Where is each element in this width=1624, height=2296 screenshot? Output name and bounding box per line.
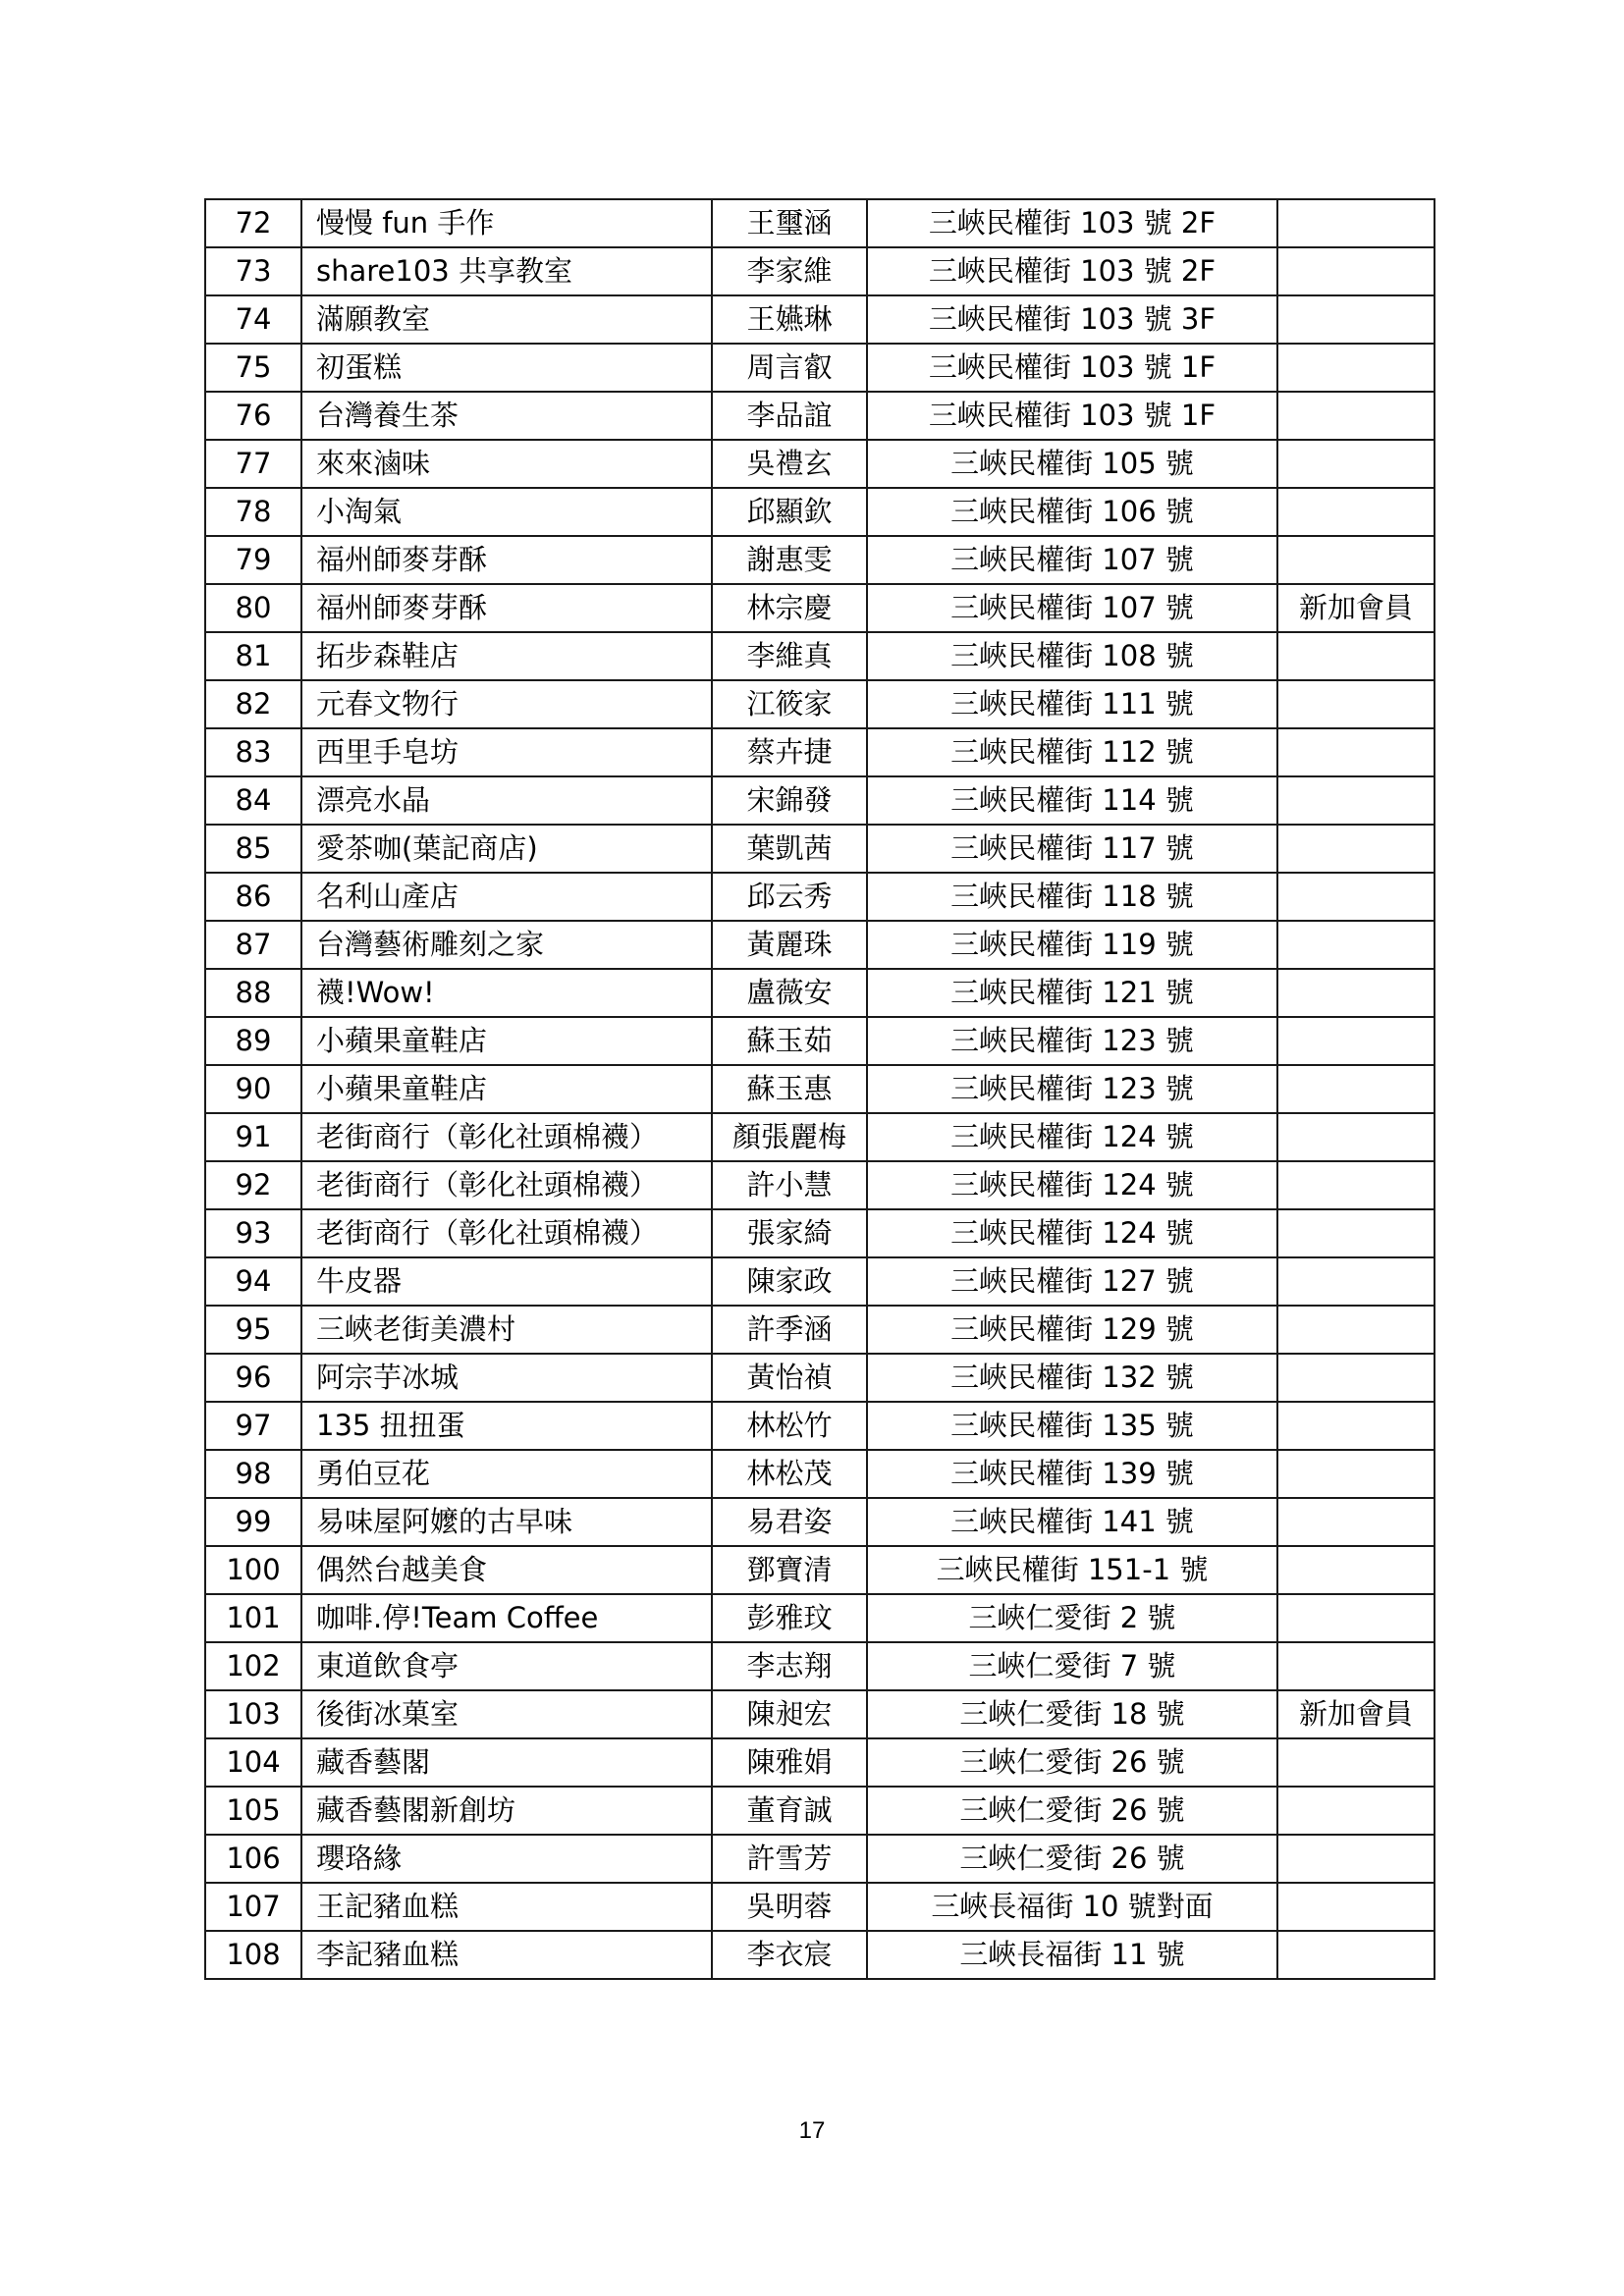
cell-owner: 張家綺 bbox=[712, 1209, 867, 1257]
members-table bbox=[204, 198, 1435, 1980]
cell-owner: 許小慧 bbox=[712, 1161, 867, 1209]
cell-note bbox=[1277, 1209, 1435, 1257]
cell-number: 84 bbox=[205, 776, 301, 825]
cell-note bbox=[1277, 344, 1435, 392]
cell-owner: 陳雅娟 bbox=[712, 1738, 867, 1787]
cell-note bbox=[1277, 536, 1435, 584]
cell-number: 83 bbox=[205, 728, 301, 776]
cell-number: 88 bbox=[205, 969, 301, 1017]
table-row bbox=[205, 921, 1435, 969]
cell-owner: 黃怡禎 bbox=[712, 1354, 867, 1402]
table-row bbox=[205, 295, 1435, 344]
cell-address: 三峽民權街 117 號 bbox=[867, 825, 1277, 873]
table-row bbox=[205, 1209, 1435, 1257]
cell-address: 三峽長福街 10 號對面 bbox=[867, 1883, 1277, 1931]
cell-number: 80 bbox=[205, 584, 301, 632]
cell-shop-name: 元春文物行 bbox=[301, 680, 712, 728]
table-row bbox=[205, 825, 1435, 873]
table-row bbox=[205, 1017, 1435, 1065]
cell-address: 三峽仁愛街 26 號 bbox=[867, 1738, 1277, 1787]
cell-shop-name: 台灣藝術雕刻之家 bbox=[301, 921, 712, 969]
cell-shop-name: 來來滷味 bbox=[301, 440, 712, 488]
cell-address: 三峽民權街 103 號 3F bbox=[867, 295, 1277, 344]
cell-number: 79 bbox=[205, 536, 301, 584]
cell-note bbox=[1277, 921, 1435, 969]
cell-note bbox=[1277, 1017, 1435, 1065]
cell-number: 85 bbox=[205, 825, 301, 873]
cell-number: 108 bbox=[205, 1931, 301, 1979]
cell-number: 90 bbox=[205, 1065, 301, 1113]
cell-shop-name: share103 共享教室 bbox=[301, 247, 712, 295]
cell-shop-name: 福州師麥芽酥 bbox=[301, 536, 712, 584]
cell-note bbox=[1277, 825, 1435, 873]
cell-owner: 蔡卉捷 bbox=[712, 728, 867, 776]
cell-address: 三峽民權街 105 號 bbox=[867, 440, 1277, 488]
cell-note bbox=[1277, 199, 1435, 247]
cell-owner: 江筱家 bbox=[712, 680, 867, 728]
cell-note bbox=[1277, 776, 1435, 825]
cell-note bbox=[1277, 295, 1435, 344]
cell-owner: 葉凱茜 bbox=[712, 825, 867, 873]
table-row bbox=[205, 247, 1435, 295]
cell-note bbox=[1277, 1642, 1435, 1690]
cell-address: 三峽長福街 11 號 bbox=[867, 1931, 1277, 1979]
cell-address: 三峽民權街 132 號 bbox=[867, 1354, 1277, 1402]
cell-address: 三峽民權街 141 號 bbox=[867, 1498, 1277, 1546]
cell-shop-name: 小淘氣 bbox=[301, 488, 712, 536]
cell-address: 三峽民權街 121 號 bbox=[867, 969, 1277, 1017]
cell-note bbox=[1277, 1883, 1435, 1931]
cell-owner: 易君姿 bbox=[712, 1498, 867, 1546]
cell-address: 三峽民權街 108 號 bbox=[867, 632, 1277, 680]
table-row bbox=[205, 536, 1435, 584]
table-row bbox=[205, 1690, 1435, 1738]
cell-note bbox=[1277, 969, 1435, 1017]
cell-number: 103 bbox=[205, 1690, 301, 1738]
table-row bbox=[205, 873, 1435, 921]
cell-address: 三峽民權街 106 號 bbox=[867, 488, 1277, 536]
table-row bbox=[205, 1498, 1435, 1546]
cell-number: 98 bbox=[205, 1450, 301, 1498]
cell-number: 92 bbox=[205, 1161, 301, 1209]
cell-note bbox=[1277, 1161, 1435, 1209]
table-row bbox=[205, 1354, 1435, 1402]
cell-shop-name: 小蘋果童鞋店 bbox=[301, 1065, 712, 1113]
cell-address: 三峽民權街 107 號 bbox=[867, 584, 1277, 632]
cell-number: 74 bbox=[205, 295, 301, 344]
cell-address: 三峽民權街 139 號 bbox=[867, 1450, 1277, 1498]
cell-owner: 董育誠 bbox=[712, 1787, 867, 1835]
table-row bbox=[205, 1450, 1435, 1498]
table-row bbox=[205, 1113, 1435, 1161]
cell-address: 三峽民權街 135 號 bbox=[867, 1402, 1277, 1450]
cell-owner: 吳禮玄 bbox=[712, 440, 867, 488]
cell-number: 77 bbox=[205, 440, 301, 488]
cell-shop-name: 襪!Wow! bbox=[301, 969, 712, 1017]
table-row bbox=[205, 1787, 1435, 1835]
table-row bbox=[205, 969, 1435, 1017]
cell-shop-name: 初蛋糕 bbox=[301, 344, 712, 392]
cell-owner: 彭雅玟 bbox=[712, 1594, 867, 1642]
table-row bbox=[205, 1594, 1435, 1642]
cell-address: 三峽仁愛街 18 號 bbox=[867, 1690, 1277, 1738]
cell-shop-name: 慢慢 fun 手作 bbox=[301, 199, 712, 247]
cell-note bbox=[1277, 1306, 1435, 1354]
cell-number: 72 bbox=[205, 199, 301, 247]
cell-address: 三峽民權街 123 號 bbox=[867, 1017, 1277, 1065]
cell-owner: 李志翔 bbox=[712, 1642, 867, 1690]
cell-shop-name: 咖啡.停!Team Coffee bbox=[301, 1594, 712, 1642]
table-row bbox=[205, 776, 1435, 825]
cell-note bbox=[1277, 1065, 1435, 1113]
cell-note bbox=[1277, 1594, 1435, 1642]
cell-number: 95 bbox=[205, 1306, 301, 1354]
cell-address: 三峽民權街 107 號 bbox=[867, 536, 1277, 584]
cell-note bbox=[1277, 247, 1435, 295]
cell-note bbox=[1277, 1787, 1435, 1835]
cell-address: 三峽民權街 129 號 bbox=[867, 1306, 1277, 1354]
cell-address: 三峽仁愛街 2 號 bbox=[867, 1594, 1277, 1642]
cell-note bbox=[1277, 680, 1435, 728]
cell-number: 89 bbox=[205, 1017, 301, 1065]
cell-address: 三峽民權街 103 號 1F bbox=[867, 344, 1277, 392]
cell-number: 96 bbox=[205, 1354, 301, 1402]
table-row bbox=[205, 1546, 1435, 1594]
cell-shop-name: 福州師麥芽酥 bbox=[301, 584, 712, 632]
cell-shop-name: 偶然台越美食 bbox=[301, 1546, 712, 1594]
cell-note bbox=[1277, 632, 1435, 680]
cell-owner: 吳明蓉 bbox=[712, 1883, 867, 1931]
cell-note: 新加會員 bbox=[1277, 584, 1435, 632]
cell-owner: 盧薇安 bbox=[712, 969, 867, 1017]
cell-note bbox=[1277, 1546, 1435, 1594]
table-row bbox=[205, 632, 1435, 680]
cell-number: 91 bbox=[205, 1113, 301, 1161]
cell-note bbox=[1277, 1450, 1435, 1498]
cell-note bbox=[1277, 440, 1435, 488]
cell-owner: 陳家政 bbox=[712, 1257, 867, 1306]
cell-number: 73 bbox=[205, 247, 301, 295]
cell-number: 78 bbox=[205, 488, 301, 536]
table-row bbox=[205, 728, 1435, 776]
cell-owner: 邱云秀 bbox=[712, 873, 867, 921]
cell-owner: 許雪芳 bbox=[712, 1835, 867, 1883]
cell-note bbox=[1277, 1257, 1435, 1306]
cell-number: 106 bbox=[205, 1835, 301, 1883]
cell-owner: 鄧寶清 bbox=[712, 1546, 867, 1594]
cell-owner: 李家維 bbox=[712, 247, 867, 295]
cell-address: 三峽民權街 124 號 bbox=[867, 1113, 1277, 1161]
cell-shop-name: 小蘋果童鞋店 bbox=[301, 1017, 712, 1065]
cell-owner: 謝惠雯 bbox=[712, 536, 867, 584]
cell-note bbox=[1277, 488, 1435, 536]
table-body bbox=[205, 199, 1435, 1979]
table-row bbox=[205, 199, 1435, 247]
cell-owner: 蘇玉惠 bbox=[712, 1065, 867, 1113]
cell-shop-name: 後街冰菓室 bbox=[301, 1690, 712, 1738]
cell-owner: 黃麗珠 bbox=[712, 921, 867, 969]
table-row bbox=[205, 1642, 1435, 1690]
cell-address: 三峽民權街 124 號 bbox=[867, 1161, 1277, 1209]
table-row bbox=[205, 1402, 1435, 1450]
cell-number: 99 bbox=[205, 1498, 301, 1546]
table-row bbox=[205, 488, 1435, 536]
cell-owner: 林宗慶 bbox=[712, 584, 867, 632]
cell-note bbox=[1277, 728, 1435, 776]
cell-shop-name: 勇伯豆花 bbox=[301, 1450, 712, 1498]
cell-address: 三峽民權街 103 號 2F bbox=[867, 247, 1277, 295]
cell-shop-name: 名利山產店 bbox=[301, 873, 712, 921]
cell-owner: 許季涵 bbox=[712, 1306, 867, 1354]
table-row bbox=[205, 1161, 1435, 1209]
cell-number: 76 bbox=[205, 392, 301, 440]
cell-shop-name: 瓔珞緣 bbox=[301, 1835, 712, 1883]
cell-address: 三峽民權街 119 號 bbox=[867, 921, 1277, 969]
cell-note bbox=[1277, 392, 1435, 440]
cell-owner: 王嬿琳 bbox=[712, 295, 867, 344]
cell-number: 97 bbox=[205, 1402, 301, 1450]
table-row bbox=[205, 344, 1435, 392]
cell-address: 三峽仁愛街 7 號 bbox=[867, 1642, 1277, 1690]
cell-number: 82 bbox=[205, 680, 301, 728]
cell-shop-name: 王記豬血糕 bbox=[301, 1883, 712, 1931]
cell-owner: 李品誼 bbox=[712, 392, 867, 440]
cell-note bbox=[1277, 1113, 1435, 1161]
table-row bbox=[205, 1065, 1435, 1113]
cell-shop-name: 135 扭扭蛋 bbox=[301, 1402, 712, 1450]
cell-number: 81 bbox=[205, 632, 301, 680]
cell-shop-name: 阿宗芋冰城 bbox=[301, 1354, 712, 1402]
cell-number: 87 bbox=[205, 921, 301, 969]
cell-shop-name: 易味屋阿嬤的古早味 bbox=[301, 1498, 712, 1546]
cell-shop-name: 拓步森鞋店 bbox=[301, 632, 712, 680]
cell-owner: 陳昶宏 bbox=[712, 1690, 867, 1738]
table-row bbox=[205, 1835, 1435, 1883]
cell-number: 107 bbox=[205, 1883, 301, 1931]
cell-number: 102 bbox=[205, 1642, 301, 1690]
table-row bbox=[205, 440, 1435, 488]
cell-shop-name: 滿願教室 bbox=[301, 295, 712, 344]
cell-shop-name: 東道飲食亭 bbox=[301, 1642, 712, 1690]
table-row bbox=[205, 584, 1435, 632]
cell-number: 75 bbox=[205, 344, 301, 392]
cell-shop-name: 老街商行（彰化社頭棉襪） bbox=[301, 1209, 712, 1257]
cell-note bbox=[1277, 1835, 1435, 1883]
cell-note bbox=[1277, 873, 1435, 921]
cell-shop-name: 西里手皂坊 bbox=[301, 728, 712, 776]
cell-shop-name: 李記豬血糕 bbox=[301, 1931, 712, 1979]
table-row bbox=[205, 1738, 1435, 1787]
cell-shop-name: 牛皮器 bbox=[301, 1257, 712, 1306]
cell-note bbox=[1277, 1354, 1435, 1402]
cell-address: 三峽民權街 123 號 bbox=[867, 1065, 1277, 1113]
cell-owner: 周言叡 bbox=[712, 344, 867, 392]
table-row bbox=[205, 1883, 1435, 1931]
cell-address: 三峽民權街 103 號 2F bbox=[867, 199, 1277, 247]
cell-address: 三峽仁愛街 26 號 bbox=[867, 1835, 1277, 1883]
cell-owner: 宋錦發 bbox=[712, 776, 867, 825]
cell-owner: 王璽涵 bbox=[712, 199, 867, 247]
cell-owner: 林松茂 bbox=[712, 1450, 867, 1498]
cell-owner: 李維真 bbox=[712, 632, 867, 680]
cell-address: 三峽民權街 124 號 bbox=[867, 1209, 1277, 1257]
cell-owner: 李衣宸 bbox=[712, 1931, 867, 1979]
cell-note bbox=[1277, 1498, 1435, 1546]
cell-address: 三峽仁愛街 26 號 bbox=[867, 1787, 1277, 1835]
cell-shop-name: 台灣養生茶 bbox=[301, 392, 712, 440]
table-row bbox=[205, 680, 1435, 728]
cell-number: 101 bbox=[205, 1594, 301, 1642]
cell-shop-name: 藏香藝閣 bbox=[301, 1738, 712, 1787]
cell-address: 三峽民權街 114 號 bbox=[867, 776, 1277, 825]
cell-address: 三峽民權街 111 號 bbox=[867, 680, 1277, 728]
table-row bbox=[205, 392, 1435, 440]
cell-note bbox=[1277, 1402, 1435, 1450]
cell-owner: 顏張麗梅 bbox=[712, 1113, 867, 1161]
cell-shop-name: 三峽老街美濃村 bbox=[301, 1306, 712, 1354]
cell-note: 新加會員 bbox=[1277, 1690, 1435, 1738]
cell-owner: 林松竹 bbox=[712, 1402, 867, 1450]
table-row bbox=[205, 1306, 1435, 1354]
cell-address: 三峽民權街 112 號 bbox=[867, 728, 1277, 776]
cell-number: 100 bbox=[205, 1546, 301, 1594]
cell-shop-name: 漂亮水晶 bbox=[301, 776, 712, 825]
cell-address: 三峽民權街 127 號 bbox=[867, 1257, 1277, 1306]
page-number: 17 bbox=[798, 2117, 826, 2144]
cell-shop-name: 老街商行（彰化社頭棉襪） bbox=[301, 1113, 712, 1161]
cell-number: 94 bbox=[205, 1257, 301, 1306]
cell-shop-name: 老街商行（彰化社頭棉襪） bbox=[301, 1161, 712, 1209]
cell-owner: 蘇玉茹 bbox=[712, 1017, 867, 1065]
table-row bbox=[205, 1931, 1435, 1979]
cell-note bbox=[1277, 1738, 1435, 1787]
cell-shop-name: 愛茶咖(葉記商店) bbox=[301, 825, 712, 873]
cell-number: 105 bbox=[205, 1787, 301, 1835]
cell-number: 93 bbox=[205, 1209, 301, 1257]
cell-number: 86 bbox=[205, 873, 301, 921]
cell-owner: 邱顯欽 bbox=[712, 488, 867, 536]
cell-address: 三峽民權街 118 號 bbox=[867, 873, 1277, 921]
table-row bbox=[205, 1257, 1435, 1306]
cell-note bbox=[1277, 1931, 1435, 1979]
cell-shop-name: 藏香藝閣新創坊 bbox=[301, 1787, 712, 1835]
cell-address: 三峽民權街 151-1 號 bbox=[867, 1546, 1277, 1594]
cell-number: 104 bbox=[205, 1738, 301, 1787]
cell-address: 三峽民權街 103 號 1F bbox=[867, 392, 1277, 440]
